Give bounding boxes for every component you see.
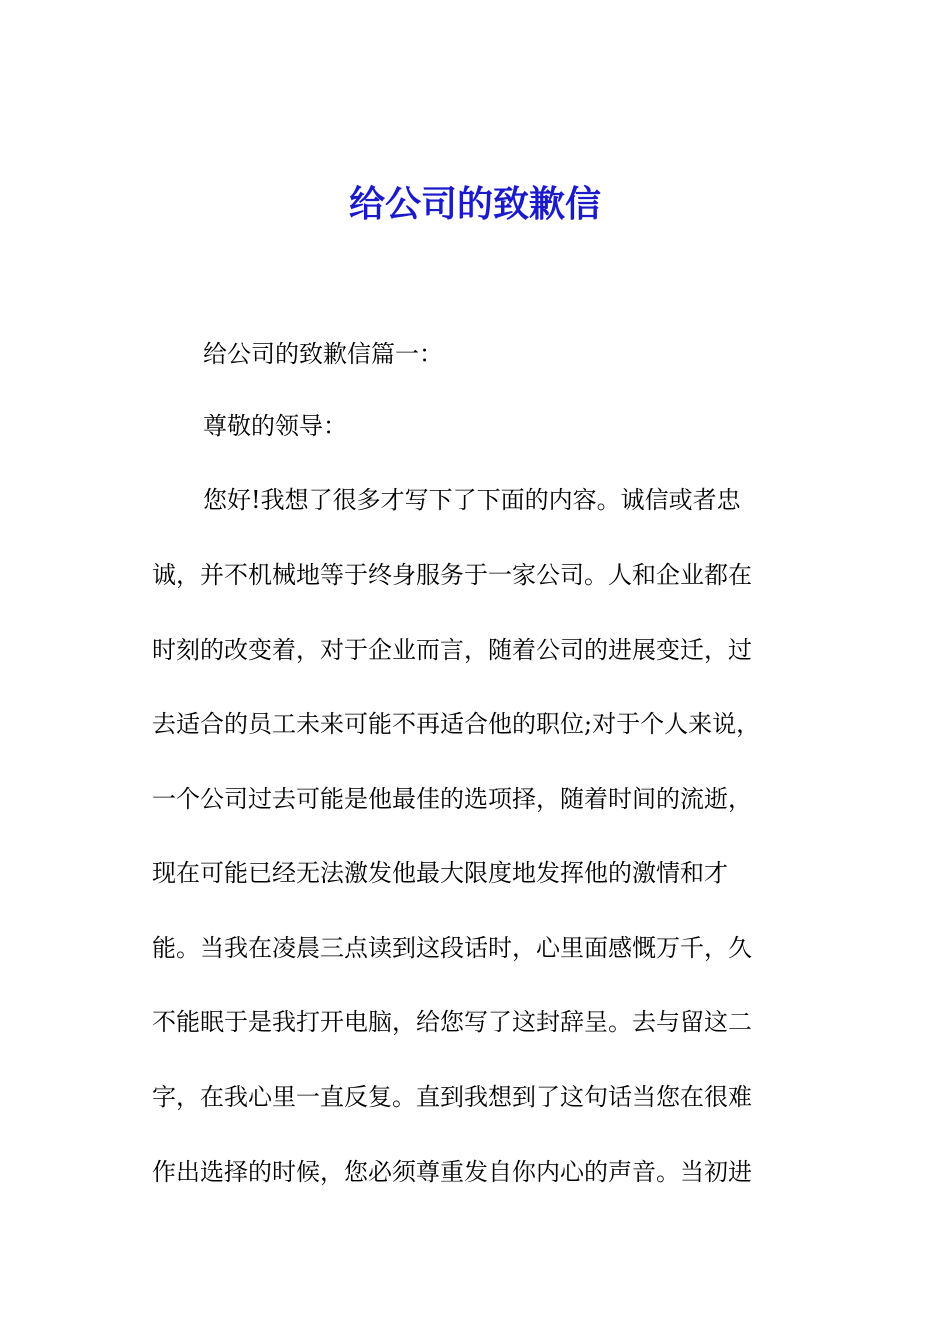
document-title: 给公司的致歉信 xyxy=(348,183,601,225)
body-line: 时刻的改变着，对于企业而言，随着公司的进展变迁，过 xyxy=(152,636,752,664)
salutation: 尊敬的领导： xyxy=(203,412,347,440)
body-line: 诚，并不机械地等于终身服务于一家公司。人和企业都在 xyxy=(152,561,752,589)
section-heading: 给公司的致歉信篇一： xyxy=(203,340,443,368)
body-line: 不能眠于是我打开电脑，给您写了这封辞呈。去与留这二 xyxy=(152,1008,752,1036)
body-line: 一个公司过去可能是他最佳的选项择，随着时间的流逝， xyxy=(152,785,752,813)
body-line: 作出选择的时候，您必须尊重发自你内心的声音。当初进 xyxy=(152,1158,752,1186)
body-line: 能。当我在凌晨三点读到这段话时，心里面感慨万千，久 xyxy=(152,934,752,962)
body-line: 现在可能已经无法激发他最大限度地发挥他的激情和才 xyxy=(152,859,728,887)
body-line: 字，在我心里一直反复。直到我想到了这句话当您在很难 xyxy=(152,1083,752,1111)
body-line: 去适合的员工未来可能不再适合他的职位;对于个人来说， xyxy=(152,710,761,738)
body-line: 您好!我想了很多才写下了下面的内容。诚信或者忠 xyxy=(203,486,741,514)
